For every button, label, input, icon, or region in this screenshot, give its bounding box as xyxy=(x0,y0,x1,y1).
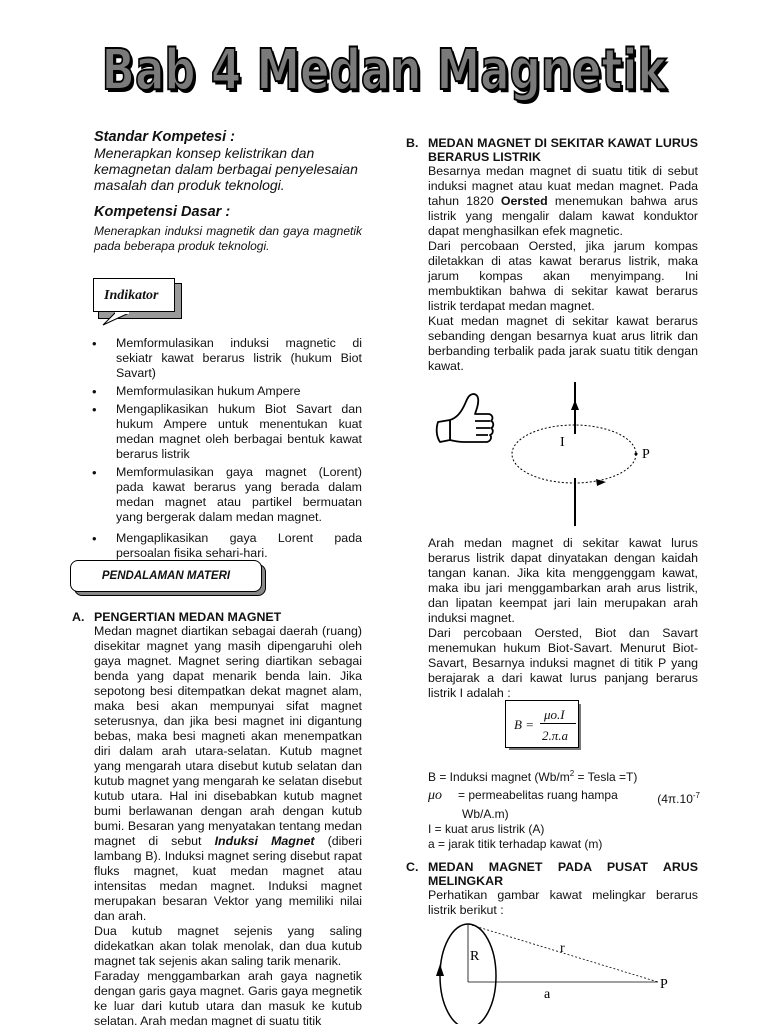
callout-tail xyxy=(93,278,183,328)
def-i: I = kuat arus listrik (A) xyxy=(428,822,545,836)
chapter-title xyxy=(0,38,768,103)
kompetensi-dasar-heading: Kompetensi Dasar : xyxy=(94,204,231,220)
indikator-list xyxy=(92,336,362,564)
section-a-title: PENGERTIAN MEDAN MAGNET xyxy=(94,610,282,624)
def-a: a = jarak titik terhadap kawat (m) xyxy=(428,837,603,851)
section-a xyxy=(72,610,362,1029)
formula-lhs: B = xyxy=(514,717,534,732)
section-a-letter: A. xyxy=(72,610,85,624)
section-a-paragraph-2: Dua kutub magnet sejenis yang saling didekatkan akan tolak menolak, dan dua kutub magnet tak sejenis akan saling tarik menarik. xyxy=(94,924,362,968)
section-b-title: MEDAN MAGNET DI SEKITAR KAWAT LURUS BERARUS LISTRIK xyxy=(428,136,698,164)
formula-definitions xyxy=(428,766,700,852)
straight-wire-figure xyxy=(430,378,660,528)
section-a-paragraph-1: Medan magnet diartikan sebagai daerah (ruang) disekitar magnet yang masih dipengaruhi oleh gaya magnet. Magnet sering diartikan sebagai benda yang dapat menarik benda lain. Jika sepotong besi ditempatkan dekat magnet alam, maka besi akan mempunyai sifat magnet seterusnya, dan jika besi magnet ini digantung bebas, maka besi magneti akan menempatkan diri dalam arah utara-selatan. Kutub magnet yang mengarah utara disebut kutub selatan dan kutub magnet yang mengarah ke selatan disebut kutub utara. Hal ini disebabkan kutub magnet bumi berlawanan dengan arah dengan kutub bumi. Besaran yang menyatakan tentang medan magnet di sebut Induksi Magnet (diberi lambang B). Induksi magnet sering disebut rapat fluks magnet, kuat medan magnet atau intensitas medan magnet. Induksi magnet merupakan besaran Vektor yang memiliki nilai dan arah. xyxy=(94,624,363,923)
section-c-paragraph-1: Perhatikan gambar kawat melingkar berarus listrik berikut : xyxy=(428,888,698,917)
pendalaman-materi-box xyxy=(70,560,265,596)
point-p-dot xyxy=(635,453,638,456)
list-item: • Mengaplikasikan gaya Lorent pada persoalan fisika sehari-hari. xyxy=(92,531,362,561)
section-a-paragraph-3: Faraday menggambarkan arah gaya nagnetik dengan garis gaya magnet. Garis gaya megnetik ke luar dari kutub utara dan masuk ke kutub selatan. Arah medan magnet di suatu titik xyxy=(94,969,362,1028)
current-arrow-icon xyxy=(571,400,579,410)
standar-kompetensi-heading: Standar Kompetesi : xyxy=(94,129,235,145)
oersted-term: Oersted xyxy=(500,194,548,208)
section-b-paragraph-1: Besarnya medan magnet di suatu titik di sebut induksi magnet atau kuat medan magnet. Pada tahun 1820 Oersted menemukan bahwa arus listrik yang mengalir dalam kawat konduktor dapat menghasilkan efek magnetic. xyxy=(428,164,698,238)
circular-loop-figure xyxy=(430,920,680,1024)
list-item: • Memformulasikan gaya magnet (Lorent) pada kawat berarus yang berada dalam medan magnet atau partikel bermuatan yang bergerak dalam medan magnet. xyxy=(92,465,362,525)
list-item: • Mengaplikasikan hukum Biot Savart dan hukum Ampere untuk menentukan kuat medan magnet oleh berbagai bentuk kawat berarus listrik xyxy=(92,402,362,462)
section-b xyxy=(406,136,698,374)
section-b-paragraph-3: Kuat medan magnet di sekitar kawat berarus sebanding dengan besarnya kuat arus litrik dan berbanding terbalik pada jarak suatu titik dengan kawat. xyxy=(428,314,698,373)
formula-numerator: μo.I xyxy=(544,707,565,722)
section-a-heading xyxy=(72,610,362,624)
section-b-paragraph-4: Arah medan magnet di sekitar kawat lurus berarus listrik dapat dinyatakan dengan kaidah tangan kanan. Jika kita menggenggam kawat, maka ibu jari menggambarkan arah arus listrik, dan lipatan keempat jari lain merupakan arah induksi magnet. xyxy=(428,536,698,625)
section-b-heading xyxy=(406,136,698,164)
section-b-letter: B. xyxy=(406,136,419,150)
def-b: B = Induksi magnet ($Wb/m^2$ = Tesla =T) xyxy=(428,769,638,784)
biot-savart-formula xyxy=(505,700,581,750)
current-label: I xyxy=(560,435,565,450)
left-column xyxy=(72,130,362,254)
def-mu-unit: Wb/A.m) xyxy=(462,807,509,821)
indikator-callout xyxy=(93,278,183,324)
section-b-paragraph-5: Dari percobaan Oersted, Biot dan Savart menemukan hukum Biot-Savart. Menurut Biot-Savart, Besarnya induksi magnet di titik P yang berajarak a dari kawat lurus panjang berarus listrik I adalah : xyxy=(428,626,698,700)
chapter-title-text: Bab 4 Medan Magnetik xyxy=(101,38,667,103)
radius-label: R xyxy=(470,949,480,964)
point-p-label-c: P xyxy=(660,977,668,992)
kompetensi-dasar-text: Menerapkan induksi magnetik dan gaya magnetik pada beberapa produk teknologi. xyxy=(94,224,362,253)
pendalaman-materi-label: PENDALAMAN MATERI xyxy=(70,560,262,592)
a-label: a xyxy=(544,987,551,1002)
thumbs-up-icon xyxy=(437,394,494,442)
list-item: • Memformulasikan hukum Ampere xyxy=(92,384,362,399)
r-label: r xyxy=(560,941,565,956)
field-arrow-icon xyxy=(596,479,606,486)
section-a-body xyxy=(94,624,362,1029)
section-b-paragraph-2: Dari percobaan Oersted, jika jarum kompas diletakkan di atas kawat berarus listrik, maka jarum kompas akan menyimpang. Ini membuktikan bahwa di sekitar kawat berarus listrik terdapat medan magnet. xyxy=(428,239,698,313)
section-c-title: MEDAN MAGNET PADA PUSAT ARUS MELINGKAR xyxy=(428,860,698,888)
list-item: • Memformulasikan induksi magnetic di sekiatr kawat berarus listrik (hukum Biot Savart) xyxy=(92,336,362,381)
loop-current-arrow-icon xyxy=(436,964,444,976)
section-b-continued xyxy=(406,536,698,701)
indikator-label: Indikator xyxy=(93,278,175,312)
standar-kompetensi-text: Menerapkan konsep kelistrikan dan kemagnetan dalam berbagai penyelesaian masalah dan produk teknologi. xyxy=(94,145,358,193)
section-c xyxy=(406,860,698,918)
section-c-letter: C. xyxy=(406,860,419,874)
induksi-magnet-term: Induksi Magnet xyxy=(214,834,315,848)
point-p-label: P xyxy=(642,447,650,462)
def-mu: μo = permeabelitas ruang hampa ($4\pi.10^{-7}$ xyxy=(428,788,700,806)
section-b-body xyxy=(428,164,698,374)
section-c-heading xyxy=(406,860,698,888)
formula-denominator: 2.π.a xyxy=(542,728,569,743)
